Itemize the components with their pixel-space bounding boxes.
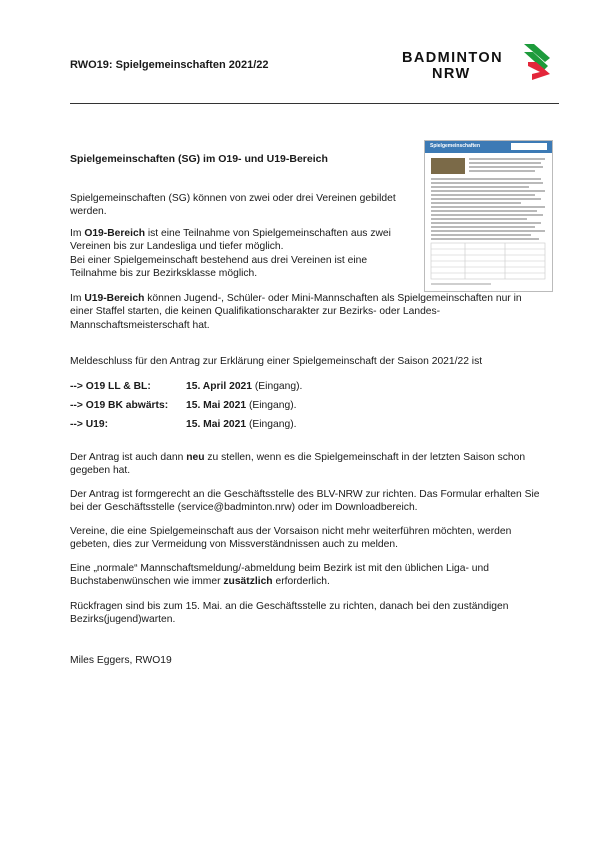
logo-chevron-icon — [522, 44, 554, 80]
neu-paragraph: Der Antrag ist auch dann neu zu stellen, wenn es die Spielgemeinschaft in der letzten Saison schon gegeben hat. — [70, 452, 526, 477]
normale-paragraph: Eine „normale“ Mannschaftsmeldung/-abmeldung beim Bezirk ist mit den üblichen Liga- und Buchstabenwünschen wie immer zusätzlich erforderlich. — [70, 563, 489, 588]
zusaetzlich-bold: zusätzlich — [223, 576, 273, 588]
badminton-nrw-logo — [402, 44, 554, 80]
deadline-row: --> O19 BK abwärts: 15. Mai 2021 (Eingang). — [70, 400, 297, 411]
formal-paragraph: Der Antrag ist formgerecht an die Geschäftsstelle des BLV-NRW zur richten. Das Formular erhalten Sie bei der Geschäftsstelle (service@badminton.nrw) oder im Downloadbereich. — [70, 489, 540, 514]
vereine-paragraph: Vereine, die eine Spielgemeinschaft aus der Vorsaison nicht mehr weiterführen möchten, werden gebeten, dies zur Vermeidung von Missverständnissen auch zu melden. — [70, 526, 512, 551]
deadline-intro: Meldeschluss für den Antrag zur Erklärung einer Spielgemeinschaft der Saison 2021/22 ist — [70, 356, 483, 367]
rueckfragen-paragraph: Rückfragen sind bis zum 15. Mai. an die Geschäftsstelle zu richten, danach bei den zuständigen Bezirks(jugend)warten. — [70, 601, 509, 626]
signature: Miles Eggers, RWO19 — [70, 655, 172, 666]
logo-text-badminton: BADMINTON — [402, 50, 503, 66]
u19-bold: U19-Bereich — [84, 293, 145, 304]
deadline-row: --> U19: 15. Mai 2021 (Eingang). — [70, 419, 297, 430]
section-title: Spielgemeinschaften (SG) im O19- und U19-Bereich — [70, 153, 328, 165]
document-header-title: RWO19: Spielgemeinschaften 2021/22 — [70, 59, 269, 71]
deadline-row: --> O19 LL & BL: 15. April 2021 (Eingang). — [70, 381, 303, 392]
intro-paragraph: Spielgemeinschaften (SG) können von zwei oder drei Vereinen gebildet werden. — [70, 193, 396, 218]
neu-bold: neu — [186, 452, 205, 463]
form-thumbnail-image — [424, 140, 553, 292]
o19-bold: O19-Bereich — [84, 228, 145, 239]
header-divider — [70, 103, 559, 104]
thumbnail-title: Spielgemeinschaften — [430, 143, 481, 149]
logo-text-nrw: NRW — [432, 66, 471, 82]
u19-paragraph: Im U19-Bereich können Jugend-, Schüler- oder Mini-Mannschaften als Spielgemeinschaften nur in einer Staffel starten, die keinen Qualifikationscharakter zur Bezirks- oder Landes-Mannschaftsmeisterschaft hat. — [70, 293, 522, 331]
o19-paragraph: Im O19-Bereich ist eine Teilnahme von Spielgemeinschaften aus zwei Vereinen bis zur Landesliga und tiefer möglich. Bei einer Spielgemeinschaft bestehend aus drei Vereinen ist eine Teilnahme bis zur Bezirksklasse möglich. — [70, 228, 391, 280]
